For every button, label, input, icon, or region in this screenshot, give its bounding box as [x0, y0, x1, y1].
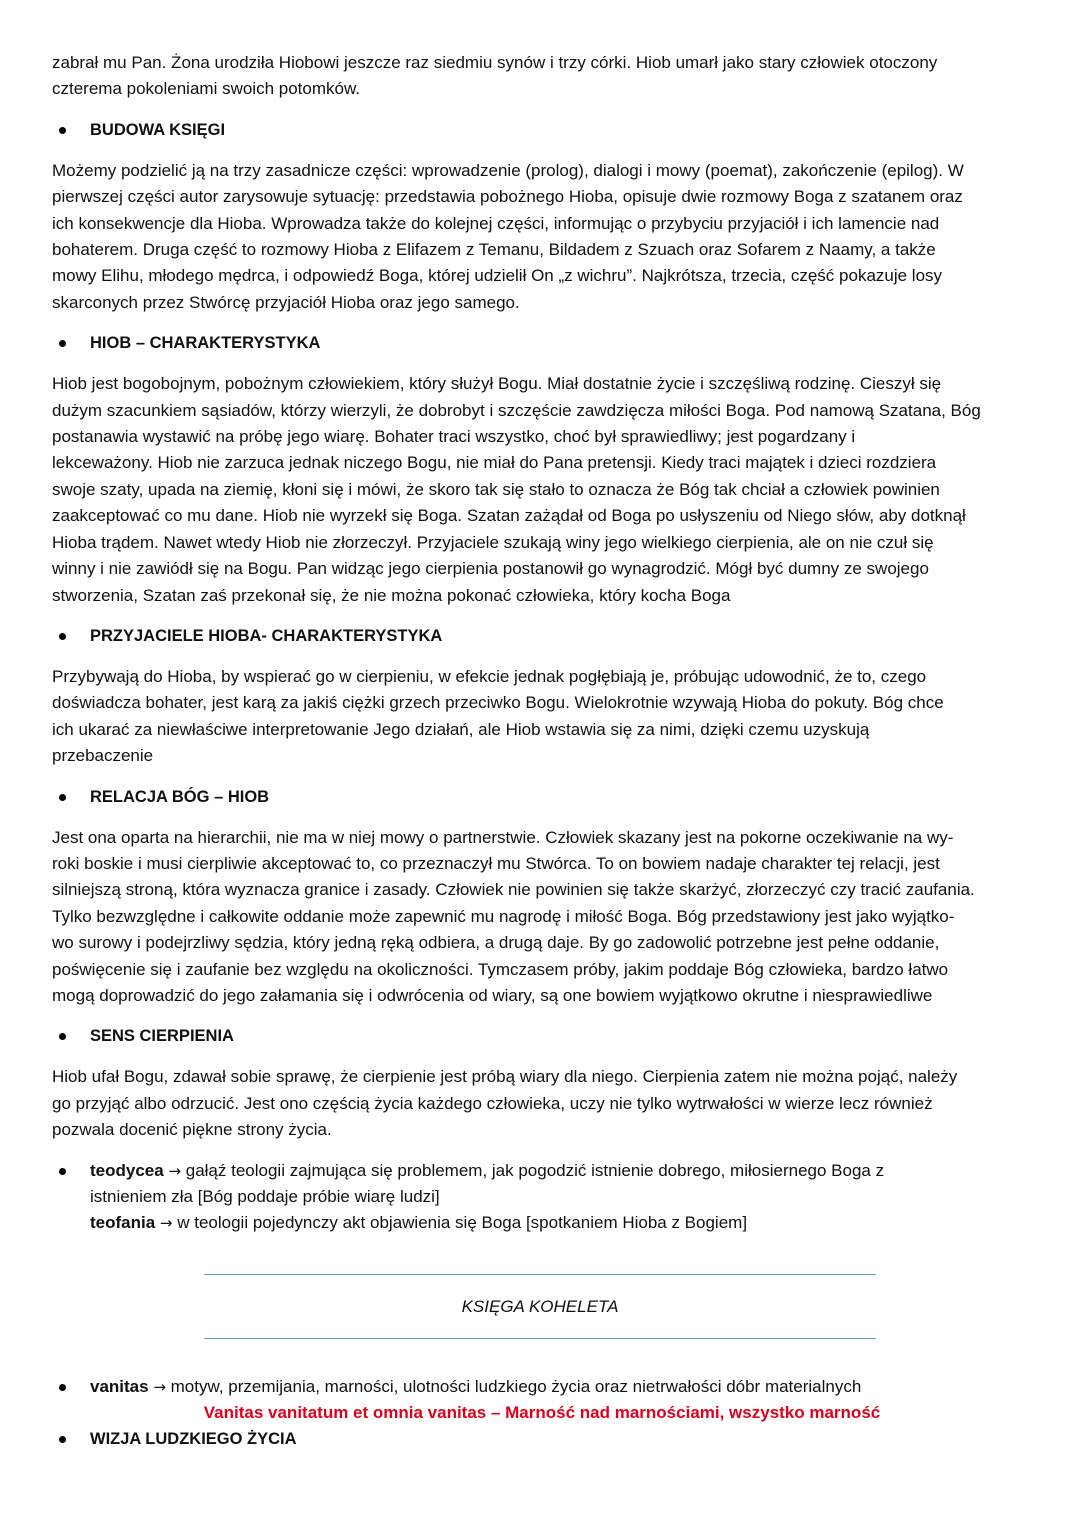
koheleta-section — [52, 1374, 1032, 1452]
text-line: Hiob ufał Bogu, zdawał sobie sprawę, że cierpienie jest próbą wiary dla niego. Cierpienia zatem nie można pojąć, należy — [52, 1067, 958, 1087]
text-line: Przybywają do Hioba, by wspierać go w cierpieniu, w efekcie jednak pogłębiają je, próbując udowodnić, że to, czego — [52, 666, 927, 686]
section-heading-relacja: RELACJA BÓG – HIOB — [52, 784, 1032, 810]
section-heading-hiob: HIOB – CHARAKTERYSTYKA — [52, 330, 1032, 356]
text-line: mowy Elihu, młodego mędrca, i odpowiedź Boga, której udzielił On „z wichru”. Najkrótsza, trzecia, część pokazuje losy — [52, 266, 943, 286]
paragraph-hiob — [52, 371, 1032, 609]
text-line: zabrał mu Pan. Żona urodziła Hiobowi jeszcze raz siedmiu synów i trzy córki. Hiob umarł jako stary człowiek otoczony — [52, 53, 938, 72]
vanitas-motto: Vanitas vanitatum et omnia vanitas – Marność nad marnościami, wszystko marność — [203, 1403, 881, 1423]
text-line: go przyjąć albo odrzucić. Jest ono częścią życia każdego człowieka, uczy nie tylko wytrwałości w wierze lecz również — [52, 1093, 933, 1113]
definition-text: w teologii pojedynczy akt objawienia się Boga [spotkaniem Hioba z Bogiem] — [177, 1213, 748, 1233]
bullet-icon — [59, 127, 66, 134]
text-line: postanawia wystawić na próbę jego wiarę. Bohater traci wszystko, choć był sprawiedliwy; jest pogardzany i — [52, 427, 856, 447]
document-page — [52, 50, 1032, 1237]
text-line: winny i nie zawiódł się na Bogu. Pan widząc jego cierpienia postanowił go wynagrodzić. Mógł być dumny ze swojego — [52, 559, 929, 579]
text-line: czterema pokoleniami swoich potomków. — [52, 79, 361, 99]
bullet-icon — [59, 1168, 66, 1175]
paragraph-przyjaciele — [52, 664, 1032, 770]
arrow-right-icon: → — [159, 1214, 173, 1233]
text-line: Możemy podzielić ją na trzy zasadnicze części: wprowadzenie (prolog), dialogi i mowy (poemat), zakończenie (epilog). W — [52, 160, 964, 180]
paragraph-sens — [52, 1064, 1032, 1143]
term-teofania: teofania — [90, 1213, 156, 1233]
bullet-icon — [59, 633, 66, 640]
arrow-right-icon: → — [168, 1161, 182, 1180]
text-line: przebaczenie — [52, 746, 154, 766]
text-line: silniejszą stroną, która wyznacza granice i zasady. Człowiek nie powinien się także skarżyć, złorzeczyć czy tracić zaufania. — [52, 880, 975, 900]
definition-teodycea — [90, 1158, 1032, 1184]
arrow-right-icon: → — [153, 1378, 166, 1396]
text-line: bohaterem. Druga część to rozmowy Hioba z Elifazem z Temanu, Bildadem z Szuach oraz Sofarem z Naamy, a także — [52, 240, 936, 260]
text-line: stworzenia, Szatan zaś przekonał się, że nie można pokonać człowieka, który kocha Boga — [52, 585, 731, 605]
bullet-icon — [59, 1384, 66, 1391]
text-line: wo surowy i podejrzliwy sędzia, który jedną ręką odbiera, a drugą daje. By go zadowolić potrzebne jest pełne oddanie, — [52, 933, 940, 953]
term-vanitas: vanitas — [90, 1377, 149, 1396]
text-line: swoje szaty, upada na ziemię, kłoni się i mówi, że skoro tak się stało to oznacza że Bóg tak chciał a człowiek powinien — [52, 479, 940, 499]
definition-continuation: istnieniem zła [Bóg poddaje próbie wiarę ludzi] — [90, 1187, 440, 1206]
text-line: lekceważony. Hiob nie zarzuca jednak niczego Bogu, nie miał do Pana pretensji. Kiedy traci majątek i dzieci rozdziera — [52, 453, 937, 473]
text-line: mogą doprowadzić do jego załamania się i odwrócenia od wiary, są one bowiem wyjątkowo okrutne i niesprawiedliwe — [52, 985, 933, 1005]
section-heading-sens: SENS CIERPIENIA — [52, 1023, 1032, 1049]
bullet-icon — [59, 1033, 66, 1040]
term-teodycea: teodycea — [90, 1160, 164, 1180]
text-line: Tylko bezwzględne i całkowite oddanie może zapewnić mu nagrodę i miłość Boga. Bóg przedstawiony jest jako wyjątko- — [52, 906, 955, 926]
book-title: KSIĘGA KOHELETA — [461, 1297, 619, 1316]
definition-teofania — [90, 1210, 1032, 1236]
definition-text: motyw, przemijania, marności, ulotności ludzkiego życia oraz nietrwałości dóbr materialnych — [170, 1377, 862, 1396]
title-divider-bottom — [204, 1338, 876, 1339]
text-line: zaakceptować co mu dane. Hiob nie wyrzekł się Boga. Szatan zażądał od Boga po usłyszeniu od Niego słów, aby dotknął — [52, 506, 966, 526]
paragraph-budowa — [52, 158, 1032, 316]
text-line: poświęcenie się i zaufanie bez względu na okoliczności. Tymczasem próby, jakim poddaje Bóg człowieka, bardzo łatwo — [52, 959, 949, 979]
definition-vanitas — [52, 1374, 1032, 1400]
text-line: pozwala docenić piękne strony życia. — [52, 1120, 332, 1140]
text-line: ich konsekwencje dla Hioba. Wprowadza także do kolejnej części, informując o przybyciu przyjaciół i ich lamencie nad — [52, 213, 940, 233]
text-line: Jest ona oparta na hierarchii, nie ma w niej mowy o partnerstwie. Człowiek skazany jest na pokorne oczekiwanie na wy- — [52, 827, 954, 847]
bullet-icon — [59, 340, 66, 347]
intro-paragraph — [52, 50, 1032, 103]
section-heading-budowa: BUDOWA KSIĘGI — [52, 117, 1032, 143]
text-line: pierwszej części autor zarysowuje sytuację: przedstawia pobożnego Hioba, opisuje dwie rozmowy Boga z szatanem oraz — [52, 187, 963, 207]
text-line: skarconych przez Stwórcę przyjaciół Hioba oraz jego samego. — [52, 292, 520, 312]
text-line: dużym szacunkiem sąsiadów, którzy wierzyli, że dobrobyt i szczęście zawdzięcza miłości Boga. Pod namową Szatana, Bóg — [52, 400, 981, 420]
paragraph-relacja — [52, 825, 1032, 1010]
definition-list — [52, 1158, 1032, 1237]
text-line: Hioba trądem. Nawet wtedy Hiob nie złorzeczył. Przyjaciele szukają winy jego wielkiego cierpienia, ale on nie czuł się — [52, 532, 934, 552]
section-heading-przyjaciele: PRZYJACIELE HIOBA- CHARAKTERYSTYKA — [52, 623, 1032, 649]
text-line: ich ukarać za niewłaściwe interpretowanie Jego działań, ale Hiob wstawia się za nimi, dzięki czemu uzyskują — [52, 719, 870, 739]
title-divider-top — [204, 1274, 876, 1275]
bullet-icon — [59, 1436, 66, 1443]
text-line: roki boskie i musi cierpliwie akceptować to, co przeznaczył mu Stwórca. To on bowiem nadaje charakter tej relacji, jest — [52, 853, 940, 873]
section-heading-wizja: WIZJA LUDZKIEGO ŻYCIA — [52, 1426, 1032, 1452]
text-line: Hiob jest bogobojnym, pobożnym człowiekiem, który służył Bogu. Miał dostatnie życie i szczęśliwą rodzinę. Cieszył się — [52, 374, 942, 394]
definition-text: gałąź teologii zajmująca się problemem, jak pogodzić istnienie dobrego, miłosiernego Boga z — [185, 1160, 885, 1180]
bullet-icon — [59, 794, 66, 801]
text-line: doświadcza bohater, jest karą za jakiś ciężki grzech przeciwko Bogu. Wielokrotnie wzywają Hioba do pokuty. Bóg chce — [52, 693, 944, 713]
